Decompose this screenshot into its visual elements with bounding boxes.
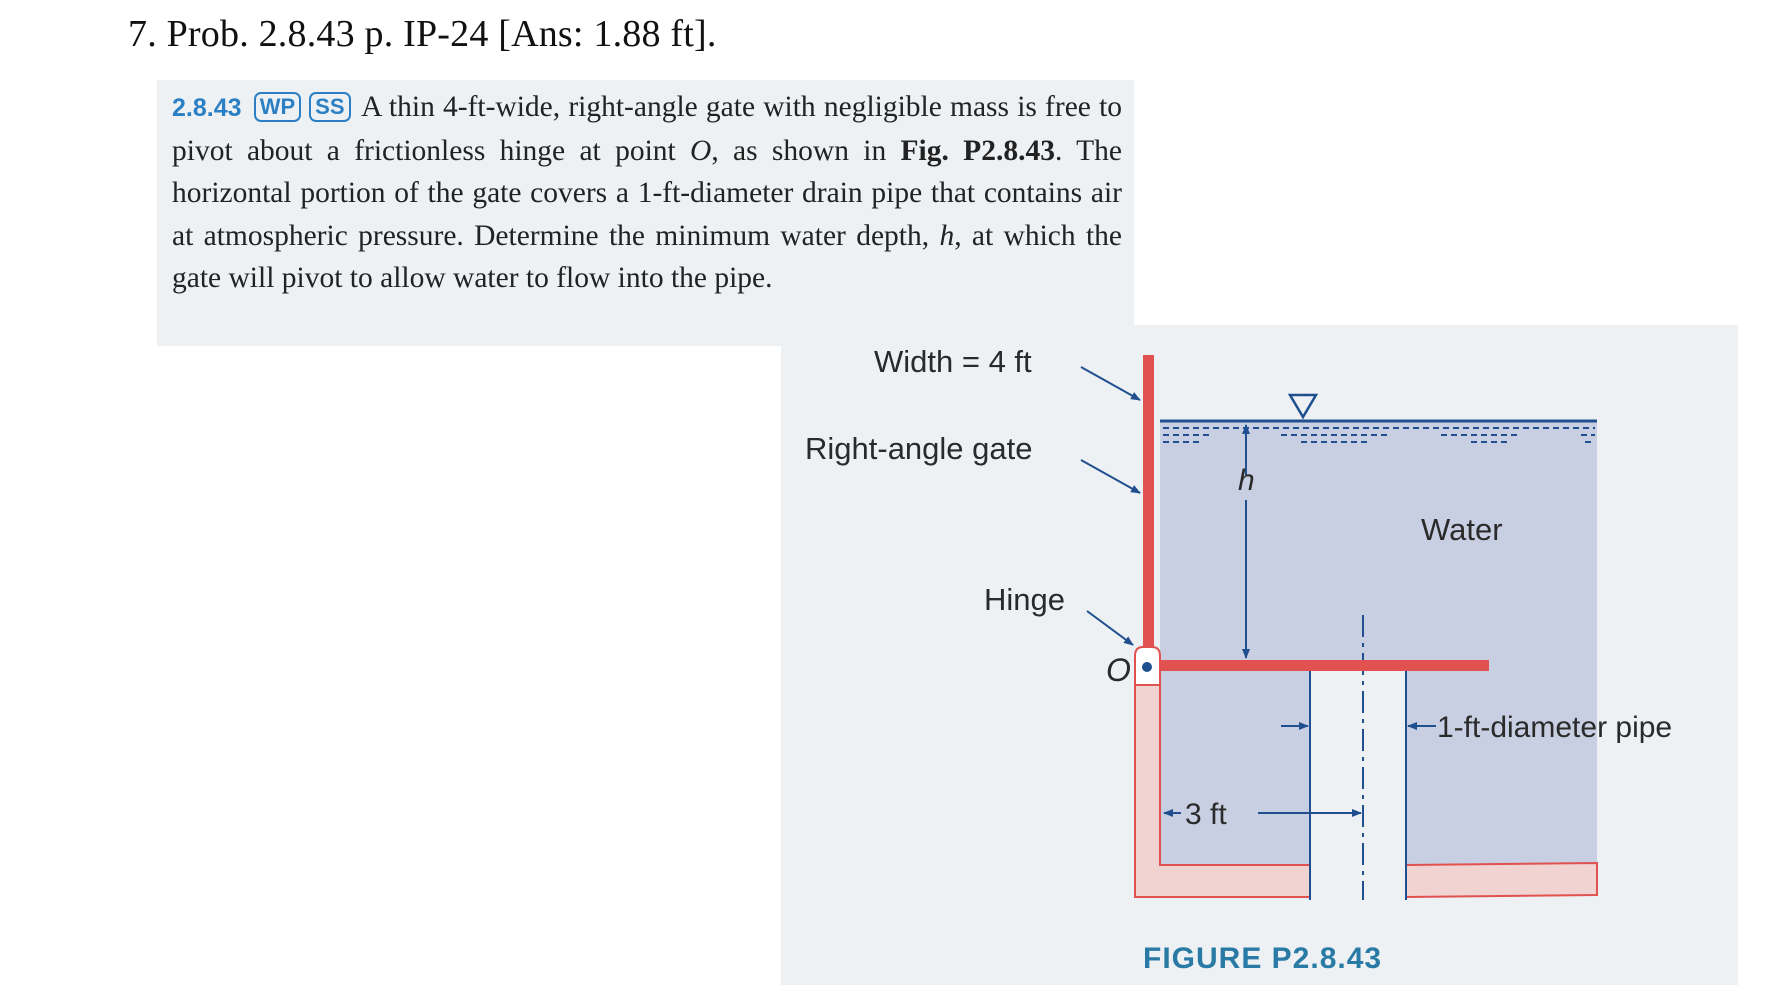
water-label: Water: [1421, 512, 1503, 547]
point-o-ref: O: [690, 134, 712, 167]
gate-label: Right-angle gate: [805, 431, 1033, 466]
figure-caption: FIGURE P2.8.43: [1143, 942, 1383, 975]
variable-h: h: [939, 219, 955, 252]
ss-badge: SS: [309, 92, 350, 122]
gate-vertical: [1143, 355, 1154, 655]
figure-reference: Fig. P2.8.43: [900, 134, 1055, 167]
problem-text-3: . The horizontal portion of the gate covers a 1-ft-diameter drain pipe that contains air at atmospheric pressure. Determine the minimum water depth,: [172, 134, 1122, 252]
wp-badge: WP: [254, 92, 301, 122]
hinge-pin: [1142, 662, 1152, 672]
gate-horizontal: [1153, 660, 1489, 671]
problem-number: 2.8.43: [172, 94, 242, 122]
problem-heading: 7. Prob. 2.8.43 p. IP-24 [Ans: 1.88 ft].: [128, 13, 717, 55]
distance-label: 3 ft: [1185, 798, 1227, 831]
h-label: h: [1238, 464, 1255, 497]
problem-text-1: A thin 4-ft-wide, right-angle gate with negligible mass is free to pivot about a frictionless hinge at point: [172, 91, 1123, 167]
width-label: Width = 4 ft: [874, 344, 1032, 379]
problem-text-4: , at which the gate will pivot to allow water to flow into the pipe.: [172, 219, 1122, 294]
problem-text-2: , as shown in: [711, 134, 901, 167]
drain-pipe: [1310, 670, 1406, 900]
pipe-label: 1-ft-diameter pipe: [1437, 711, 1673, 744]
problem-paragraph: [172, 86, 1122, 300]
free-surface-symbol: [1290, 395, 1316, 417]
problem-statement-block: [157, 80, 1134, 346]
point-o-label: O: [1106, 652, 1131, 688]
tank-wall-right: [1406, 863, 1597, 897]
figure-panel: [781, 325, 1738, 985]
gate-diagram: [781, 325, 1738, 985]
hinge-label: Hinge: [984, 582, 1065, 617]
